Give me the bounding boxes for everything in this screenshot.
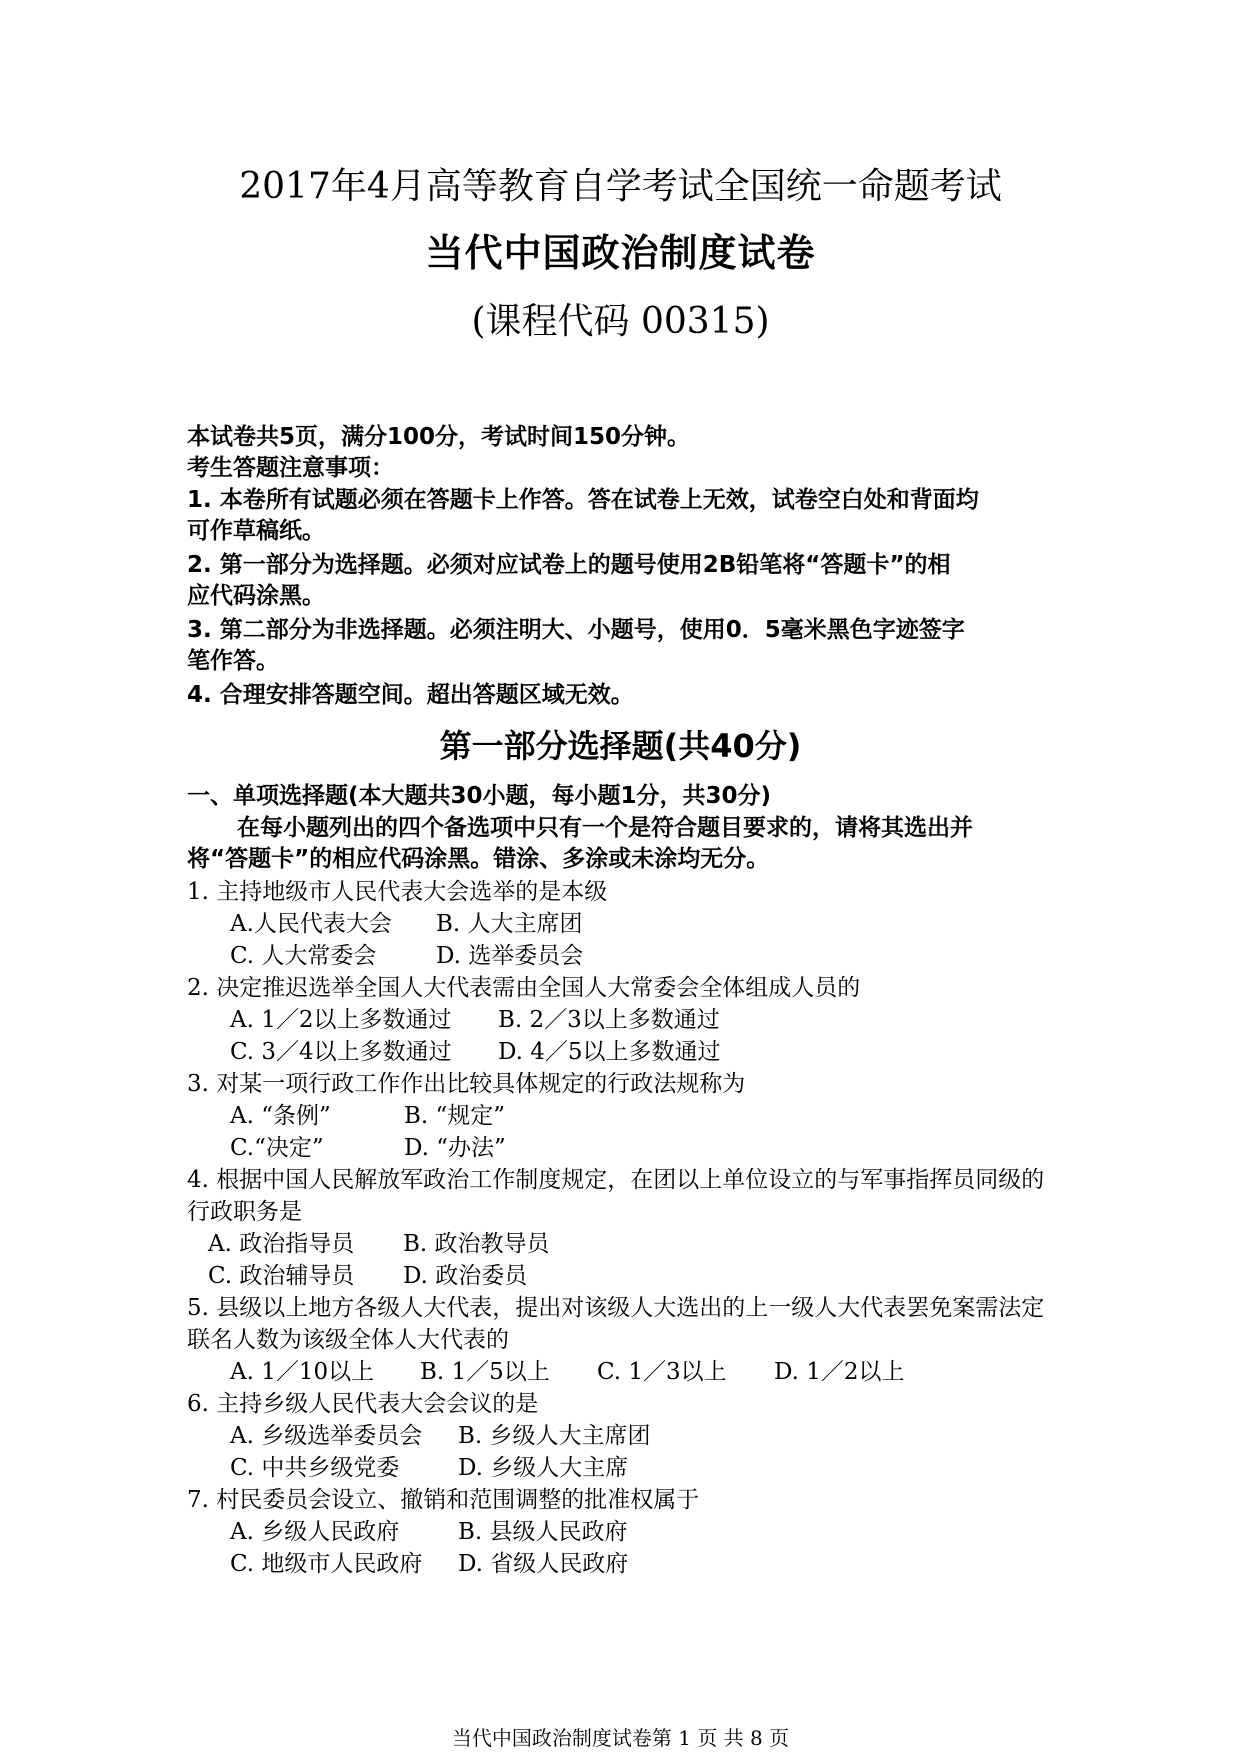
notice-line: 笔作答。 bbox=[187, 648, 279, 674]
question-stem: 6. 主持乡级人民代表大会会议的是 bbox=[187, 1391, 539, 1417]
question-stem: 1. 主持地级市人民代表大会选举的是本级 bbox=[187, 879, 608, 905]
option-b: B. 2／3以上多数通过 bbox=[498, 1007, 720, 1033]
option-c: C. 人大常委会 bbox=[230, 943, 377, 969]
exam-title: 2017年4月高等教育自学考试全国统一命题考试 bbox=[239, 166, 1002, 207]
section-title: 一、单项选择题(本大题共30小题，每小题1分，共30分) bbox=[187, 783, 772, 809]
question-stem: 4. 根据中国人民解放军政治工作制度规定，在团以上单位设立的与军事指挥员同级的 bbox=[187, 1167, 1045, 1193]
option-d: D. “办法” bbox=[404, 1135, 506, 1161]
option-b: B. 人大主席团 bbox=[436, 911, 583, 937]
question-stem: 3. 对某一项行政工作作出比较具体规定的行政法规称为 bbox=[187, 1071, 746, 1097]
question-stem: 联名人数为该级全体人大代表的 bbox=[187, 1327, 509, 1353]
notice-line: 可作草稿纸。 bbox=[187, 518, 325, 544]
notice-line: 1. 本卷所有试题必须在答题卡上作答。答在试卷上无效，试卷空白处和背面均 bbox=[187, 487, 979, 513]
question-stem: 行政职务是 bbox=[187, 1199, 302, 1225]
part1-title: 第一部分选择题(共40分) bbox=[439, 727, 802, 765]
option-b: B. 县级人民政府 bbox=[458, 1519, 628, 1545]
option-c: C. 1／3以上 bbox=[597, 1359, 727, 1385]
option-a: A. 乡级选举委员会 bbox=[230, 1423, 423, 1449]
option-d: D. 选举委员会 bbox=[436, 943, 584, 969]
paper-title: 当代中国政治制度试卷 bbox=[425, 231, 816, 275]
option-a: A. “条例” bbox=[230, 1103, 331, 1129]
notice-line: 3. 第二部分为非选择题。必须注明大、小题号，使用0．5毫米黑色字迹签字 bbox=[187, 617, 965, 643]
option-d: D. 政治委员 bbox=[403, 1263, 528, 1289]
option-b: B. 1／5以上 bbox=[420, 1359, 550, 1385]
question-stem: 7. 村民委员会设立、撤销和范围调整的批准权属于 bbox=[187, 1487, 700, 1513]
section-instruction: 将“答题卡”的相应代码涂黑。错涂、多涂或未涂均无分。 bbox=[187, 846, 770, 872]
notice-line: 应代码涂黑。 bbox=[187, 583, 325, 609]
option-c: C. 中共乡级党委 bbox=[230, 1455, 400, 1481]
option-d: D. 4／5以上多数通过 bbox=[498, 1039, 721, 1065]
option-b: B. 乡级人大主席团 bbox=[458, 1423, 651, 1449]
option-c: C. 3／4以上多数通过 bbox=[230, 1039, 452, 1065]
section-instruction: 在每小题列出的四个备选项中只有一个是符合题目要求的，请将其选出并 bbox=[237, 815, 973, 841]
notice-line: 2. 第一部分为选择题。必须对应试卷上的题号使用2B铅笔将“答题卡”的相 bbox=[187, 552, 951, 578]
option-d: D. 1／2以上 bbox=[774, 1359, 905, 1385]
option-a: A. 政治指导员 bbox=[208, 1231, 355, 1257]
notice-summary: 本试卷共5页，满分100分，考试时间150分钟。 bbox=[187, 424, 691, 450]
option-c: C. 地级市人民政府 bbox=[230, 1551, 423, 1577]
notice-line: 4. 合理安排答题空间。超出答题区域无效。 bbox=[187, 682, 634, 708]
option-c: C.“决定” bbox=[230, 1135, 324, 1161]
option-a: A. 1／10以上 bbox=[230, 1359, 375, 1385]
option-c: C. 政治辅导员 bbox=[208, 1263, 355, 1289]
option-b: B. 政治教导员 bbox=[403, 1231, 550, 1257]
option-b: B. “规定” bbox=[404, 1103, 506, 1129]
option-a: A. 1／2以上多数通过 bbox=[230, 1007, 452, 1033]
option-d: D. 乡级人大主席 bbox=[458, 1455, 629, 1481]
option-d: D. 省级人民政府 bbox=[458, 1551, 629, 1577]
option-a: A.人民代表大会 bbox=[230, 911, 392, 937]
notice-heading: 考生答题注意事项： bbox=[187, 455, 394, 481]
question-stem: 5. 县级以上地方各级人大代表，提出对该级人大选出的上一级人大代表罢免案需法定 bbox=[187, 1295, 1045, 1321]
question-stem: 2. 决定推迟选举全国人大代表需由全国人大常委会全体组成人员的 bbox=[187, 975, 861, 1001]
page-footer: 当代中国政治制度试卷第 1 页 共 8 页 bbox=[451, 1726, 790, 1750]
course-code: (课程代码 00315) bbox=[471, 301, 770, 342]
option-a: A. 乡级人民政府 bbox=[230, 1519, 400, 1545]
